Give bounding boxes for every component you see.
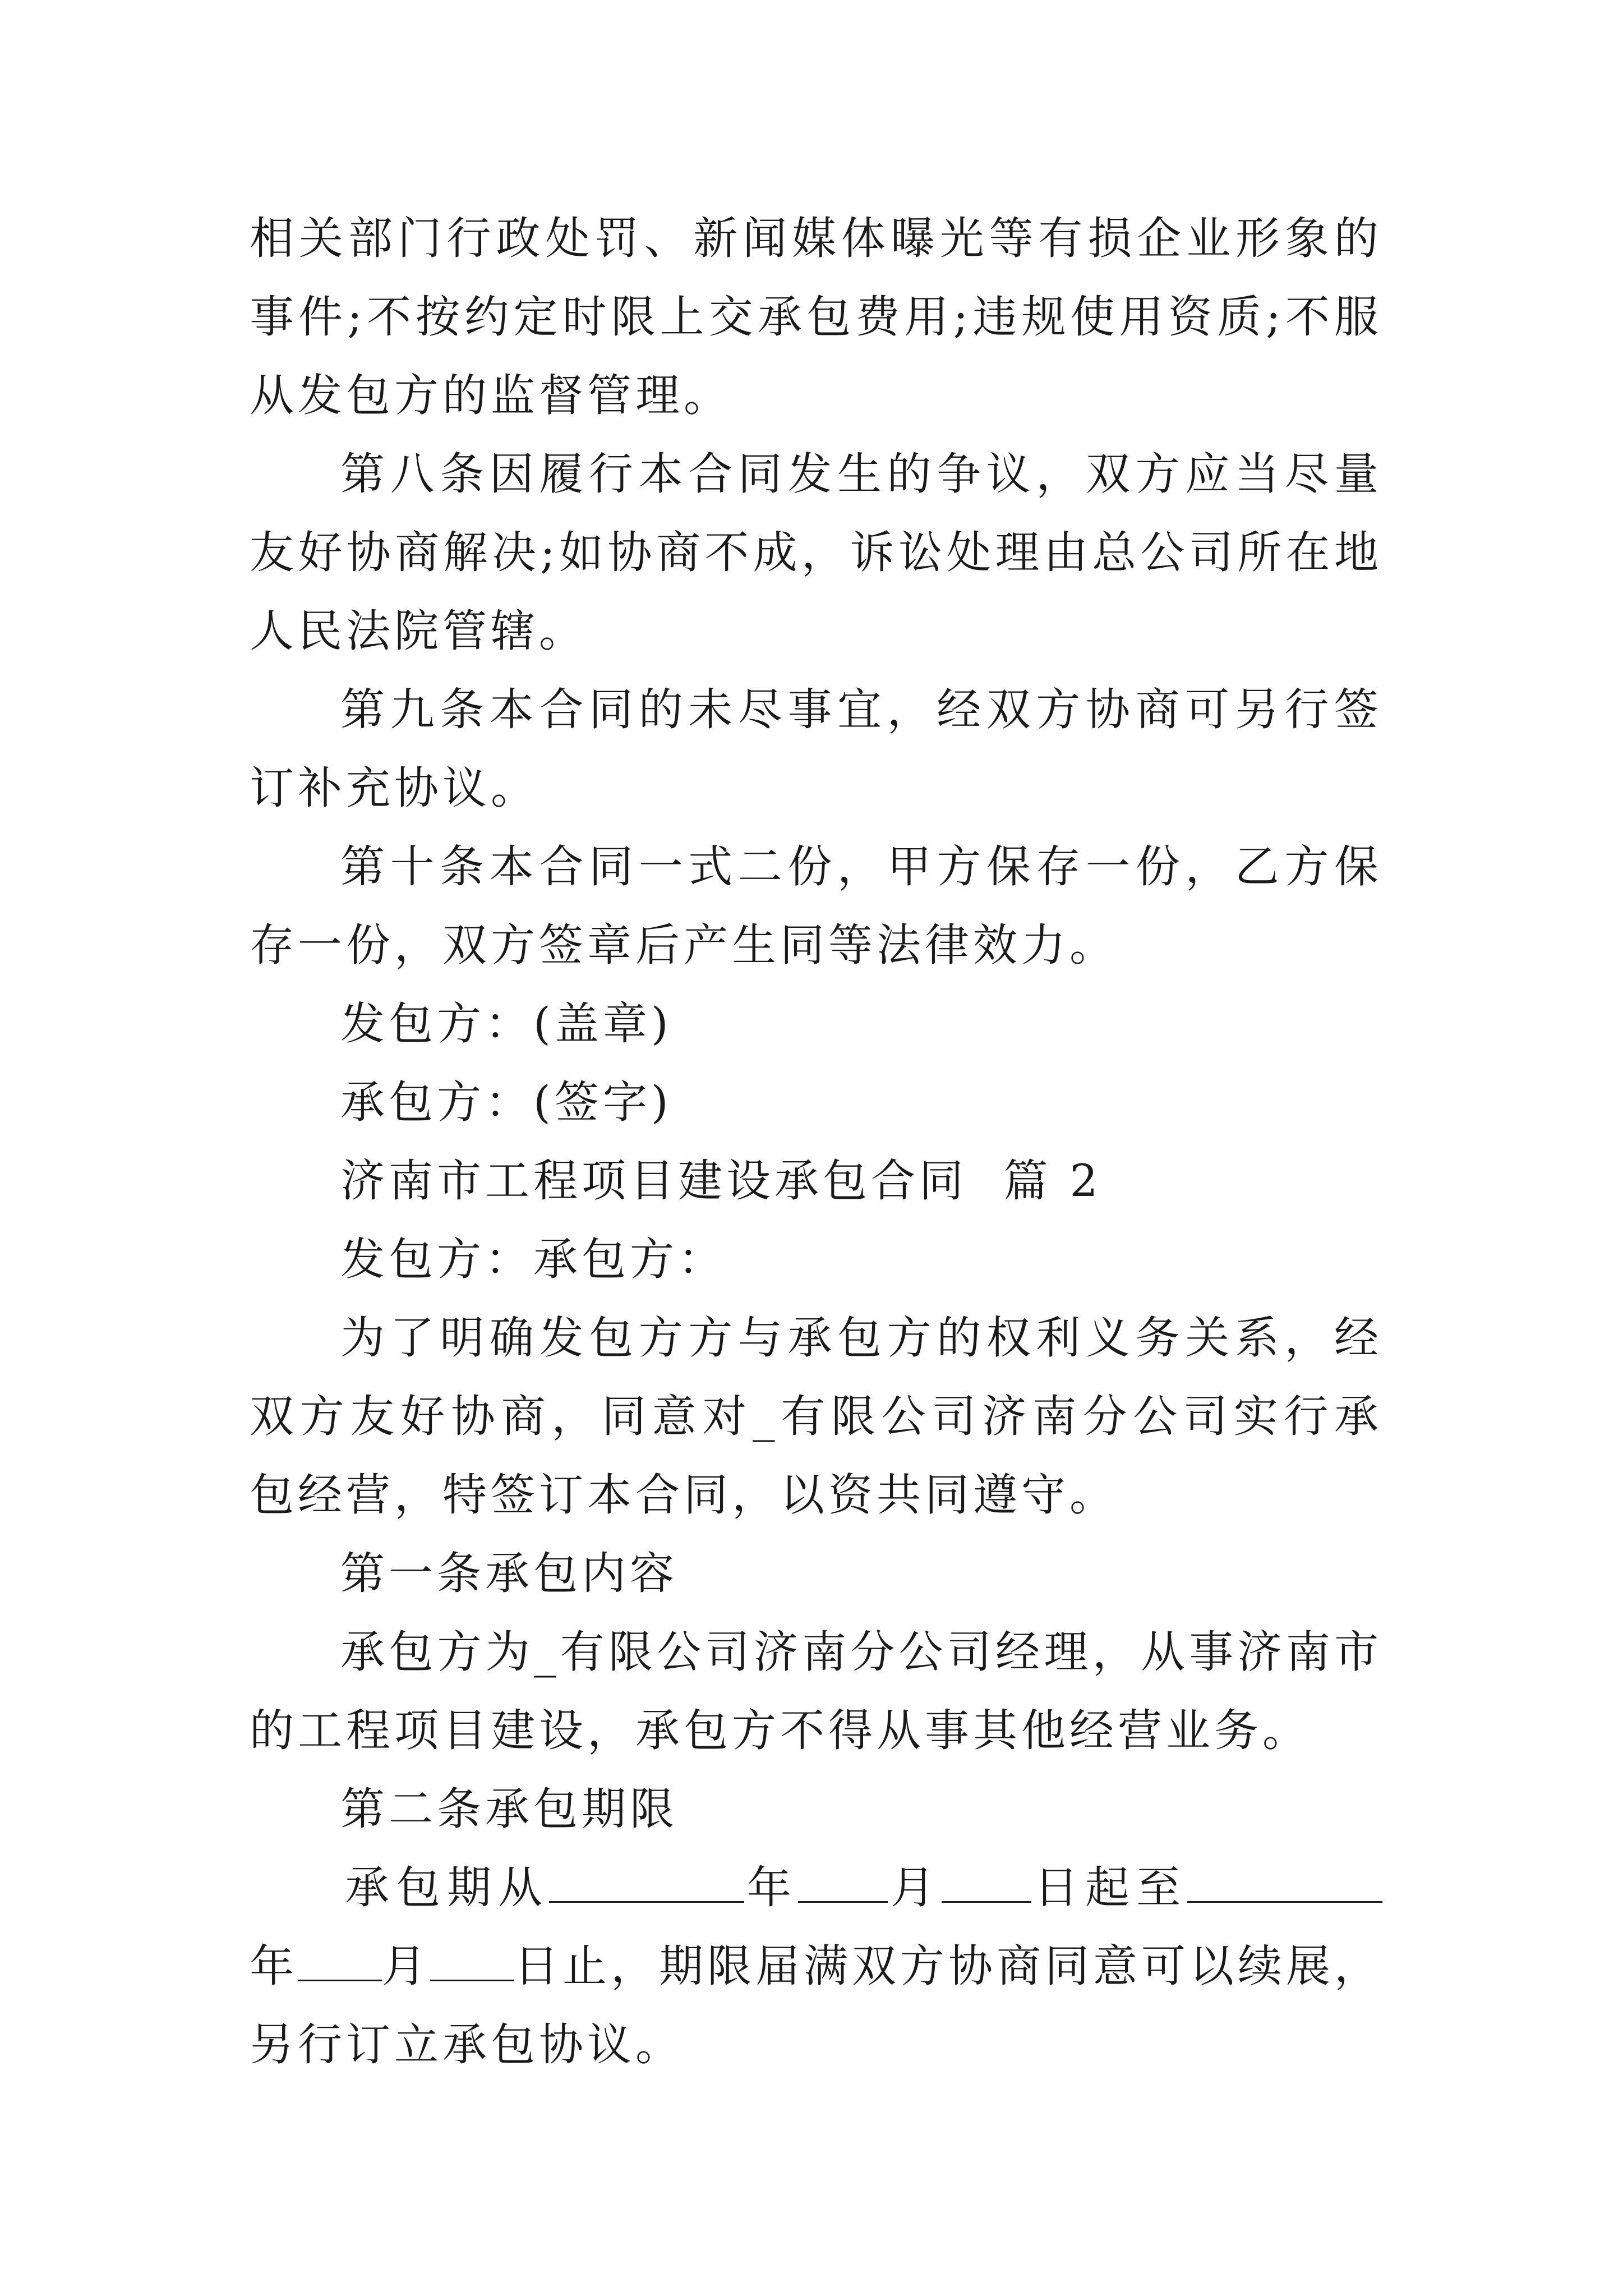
section-title: 济南市工程项目建设承包合同 篇 2 bbox=[340, 1155, 1102, 1207]
preamble-paragraph: 为了明确发包方方与承包方的权利义务关系，经双方友好协商，同意对_有限公司济南分公司实行承包经营，特签订本合同，以资共同遵守。 bbox=[250, 1312, 1382, 1521]
term-year-label-2: 年 bbox=[250, 1940, 298, 1992]
term-day-label: 日起至 bbox=[1031, 1862, 1187, 1913]
parties-line: 发包方：承包方： bbox=[340, 1234, 726, 1285]
start-year-blank bbox=[549, 1862, 744, 1903]
article-1-paragraph: 承包方为_有限公司济南分公司经理，从事济南市的工程项目建设，承包方不得从事其他经营业务。 bbox=[250, 1626, 1382, 1756]
term-month-label: 月 bbox=[888, 1862, 942, 1913]
article-2-heading: 第二条承包期限 bbox=[340, 1783, 678, 1835]
end-year-blank bbox=[1187, 1862, 1382, 1903]
contractor-signature-line: 承包方：(签字) bbox=[340, 1076, 672, 1128]
end-month-blank bbox=[298, 1940, 382, 1981]
start-day-blank bbox=[942, 1862, 1031, 1903]
article-9-paragraph: 第九条本合同的未尽事宜，经双方协商可另行签订补充协议。 bbox=[250, 684, 1382, 814]
article-10-paragraph: 第十条本合同一式二份，甲方保存一份，乙方保存一份，双方签章后产生同等法律效力。 bbox=[250, 841, 1382, 971]
article-8-paragraph: 第八条因履行本合同发生的争议，双方应当尽量友好协商解决;如协商不成，诉讼处理由总公司所在地人民法院管辖。 bbox=[250, 448, 1382, 657]
term-year-label: 年 bbox=[744, 1862, 798, 1913]
document-body bbox=[250, 199, 1382, 2084]
term-tail-text: 日止，期限届满双方协商同意可以续展，另行订立承包协议。 bbox=[250, 1940, 1382, 2070]
term-month-label-2: 月 bbox=[382, 1940, 430, 1992]
term-clause-paragraph bbox=[250, 1848, 1382, 2084]
start-month-blank bbox=[798, 1862, 888, 1903]
term-lead-text: 承包期从 bbox=[345, 1862, 549, 1913]
article-1-heading: 第一条承包内容 bbox=[340, 1548, 678, 1599]
issuer-seal-line: 发包方：(盖章) bbox=[340, 998, 672, 1050]
paragraph-continuation: 相关部门行政处罚、新闻媒体曝光等有损企业形象的事件;不按约定时限上交承包费用;违规使用资质;不服从发包方的监督管理。 bbox=[250, 213, 1382, 421]
end-day-blank bbox=[430, 1940, 514, 1981]
